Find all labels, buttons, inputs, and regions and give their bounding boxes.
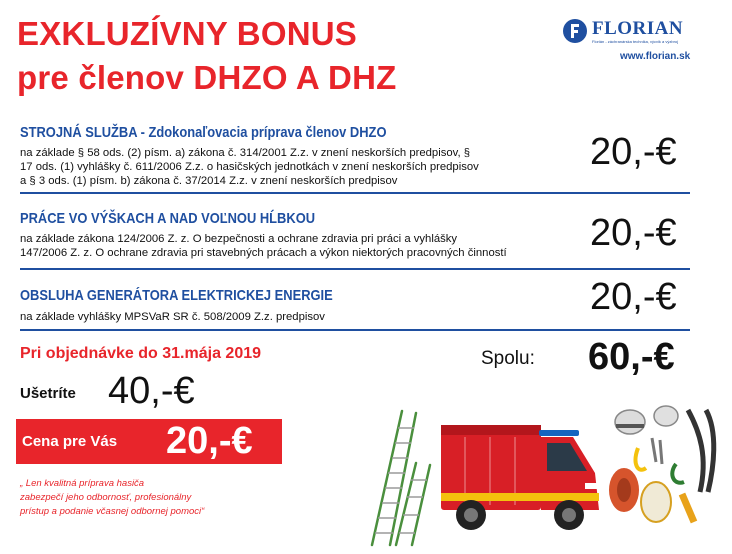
logo-tagline: Florián - záchranárska technika, výcvik a výzbroj [592,39,679,44]
ladder-icon [350,405,435,550]
section-3-title: OBSLUHA GENERÁTORA ELEKTRICKEJ ENERGIE [20,287,333,304]
quote-line-2: zabezpečí jeho odbornosť, profesionálny [20,492,192,503]
deadline-text: Pri objednávke do 31.mája 2019 [20,345,262,362]
quote-line-1: „ Len kvalitná príprava hasiča [20,478,145,489]
climbing-gear-icon [608,402,724,542]
florian-emblem-icon [562,18,588,44]
section-1-line-1: na základe § 58 ods. (2) písm. a) zákona č. 314/2001 Z.z. v znení neskorších predpisov, § [20,147,471,159]
section-1-price: 20,-€ [590,131,677,173]
section-2-line-2: 147/2006 Z. z. O ochrane zdravia pri stavebných prácach a výkon niektorých pracovných činností [20,247,507,259]
section-1-title: STROJNÁ SLUŽBA - Zdokonaľovacia príprava členov DHZO [20,124,387,141]
save-label: Ušetríte [20,385,76,402]
quote-line-3: prístup a podanie včasnej odbornej pomoci“ [20,506,205,517]
final-price-bar [16,419,282,464]
florian-logo [562,18,722,70]
section-2-price: 20,-€ [590,212,677,254]
logo-name: FLORIAN [592,18,684,39]
section-1-divider [20,192,690,194]
logo-url: www.florian.sk [620,51,691,62]
final-price-label: Cena pre Vás [22,433,118,450]
section-1-line-2: 17 ods. (1) vyhlášky č. 611/2006 Z.z. o hasičských jednotkách v znení neskorších predpisov [20,161,479,173]
section-3-price: 20,-€ [590,276,677,318]
section-1-line-3: a § 3 ods. (1) písm. b) zákona č. 37/2014 Z.z. v znení neskorších predpisov [20,175,398,187]
section-2-divider [20,268,690,270]
total-price: 60,-€ [588,336,675,378]
headline-line-1: EXKLUZÍVNY BONUS [17,15,357,52]
section-3-divider [20,329,690,331]
fire-truck-icon [435,415,605,540]
section-2-title: PRÁCE VO VÝŠKACH A NAD VOĽNOU HĹBKOU [20,210,316,227]
final-price-value: 20,-€ [166,420,253,462]
headline-line-2: pre členov DHZO A DHZ [17,59,397,96]
total-label: Spolu: [481,348,535,369]
section-2-line-1: na základe zákona 124/2006 Z. z. O bezpečnosti a ochrane zdravia pri práci a vyhlášky [20,233,458,245]
section-3-line-1: na základe vyhlášky MPSVaR SR č. 508/2009 Z.z. predpisov [20,311,325,323]
save-value: 40,-€ [108,370,195,412]
